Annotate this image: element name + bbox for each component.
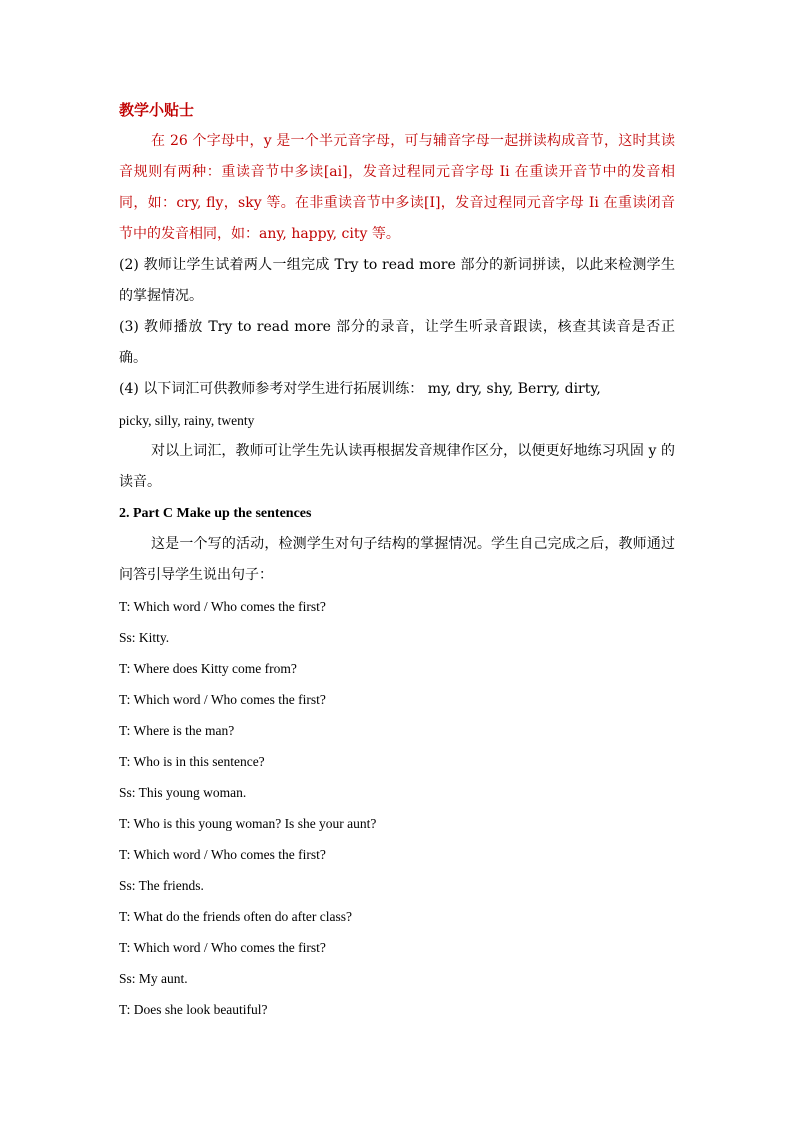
dialogue-line: T: Does she look beautiful?: [119, 1002, 268, 1017]
dialogue-line: T: Which word / Who comes the first?: [119, 940, 326, 955]
dialogue-line: T: Who is this young woman? Is she your aunt?: [119, 816, 377, 831]
dialogue-line: Ss: Kitty.: [119, 630, 170, 645]
dialogue-line: T: Which word / Who comes the first?: [119, 692, 326, 707]
dialogue-line: T: Where does Kitty come from?: [119, 661, 297, 676]
dialogue-line: T: Which word / Who comes the first?: [119, 847, 326, 862]
step-4-paragraph-line-1: (4) 以下词汇可供教师参考对学生进行拓展训练： my, dry, shy, Berry, dirty,: [119, 381, 601, 397]
teaching-tips-body: 在 26 个字母中，y 是一个半元音字母，可与辅音字母一起拼读构成音节，这时其读音规则有两种：重读音节中多读[ai]，发音过程同元音字母 Ii 在重读开音节中的发音相同，如：cry, fly，sky 等。在非重读音节中多读[I]，发音过程同元音字母 Ii 在重读闭音节中的发音相同，如：any, happy, city 等。: [119, 133, 675, 242]
step-4-paragraph-line-2: picky, silly, rainy, twenty: [119, 413, 255, 428]
teaching-tips-title: 教学小贴士: [119, 101, 195, 119]
dialogue-line: Ss: This young woman.: [119, 785, 247, 800]
part-c-intro: 这是一个写的活动，检测学生对句子结构的掌握情况。学生自己完成之后，教师通过问答引导学生说出句子：: [119, 536, 675, 583]
dialogue-line: Ss: My aunt.: [119, 971, 188, 986]
dialogue-line: T: Who is in this sentence?: [119, 754, 265, 769]
document-page: [119, 95, 675, 1025]
dialogue-line: T: Which word / Who comes the first?: [119, 599, 326, 614]
practice-note: 对以上词汇，教师可让学生先认读再根据发音规律作区分，以便更好地练习巩固 y 的读音。: [119, 443, 675, 490]
dialogue-line: T: What do the friends often do after class?: [119, 909, 352, 924]
part-c-heading: 2. Part C Make up the sentences: [119, 506, 312, 521]
step-3-paragraph: (3) 教师播放 Try to read more 部分的录音，让学生听录音跟读，核查其读音是否正确。: [119, 319, 675, 366]
dialogue-list: [119, 591, 675, 1025]
dialogue-line: Ss: The friends.: [119, 878, 204, 893]
dialogue-line: T: Where is the man?: [119, 723, 235, 738]
step-2-paragraph: (2) 教师让学生试着两人一组完成 Try to read more 部分的新词拼读，以此来检测学生的掌握情况。: [119, 257, 675, 304]
